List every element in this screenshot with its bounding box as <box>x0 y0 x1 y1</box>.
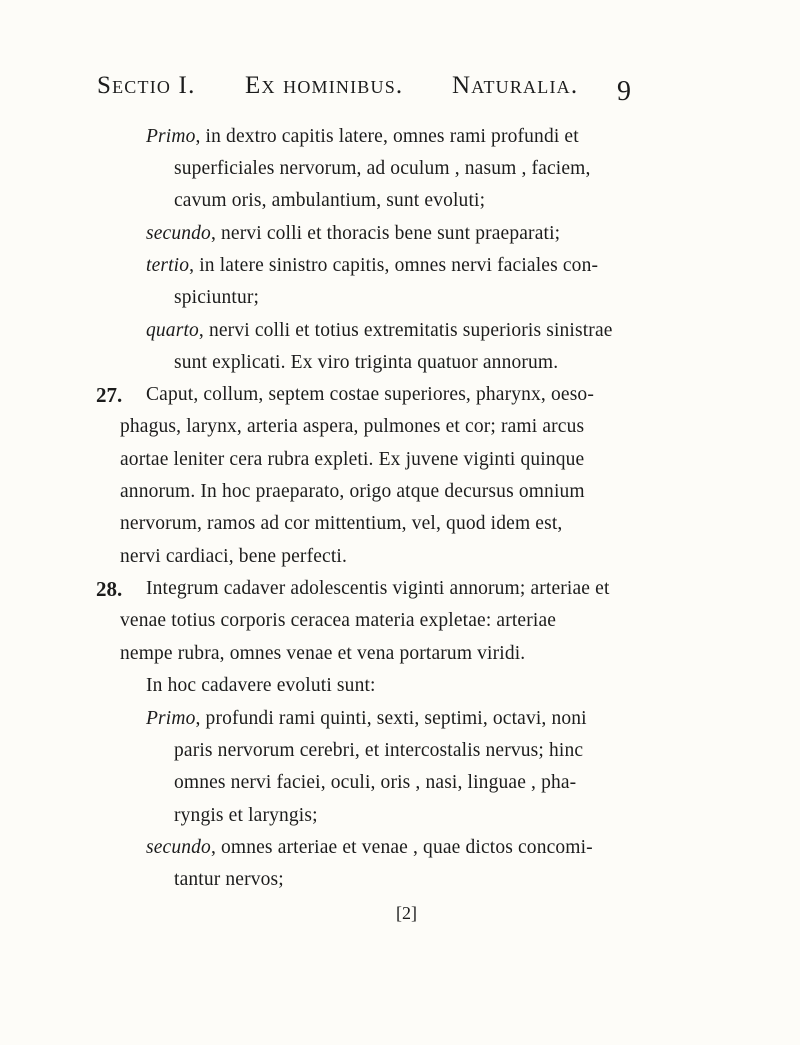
enumeration-label: secundo <box>146 223 211 244</box>
text-line: annorum. In hoc praeparato, origo atque decursus omnium <box>120 481 585 502</box>
enumeration-label: quarto <box>146 320 199 341</box>
text-line: aortae leniter cera rubra expleti. Ex juvene viginti quinque <box>120 449 585 470</box>
line-text: , nervi colli et thoracis bene sunt praeparati; <box>210 223 561 244</box>
enumeration-label: secundo <box>146 837 211 858</box>
entry-number: 27. <box>96 383 123 407</box>
enumeration-label: tertio <box>146 255 190 276</box>
text-line <box>146 253 598 279</box>
text-line: omnes nervi faciei, oculi, oris , nasi, linguae , pha- <box>174 772 577 793</box>
text-line: nervi cardiaci, bene perfecti. <box>120 546 347 567</box>
text-line: phagus, larynx, arteria aspera, pulmones et cor; rami arcus <box>120 416 585 437</box>
text-line <box>146 124 579 150</box>
text-line: cavum oris, ambulantium, sunt evoluti; <box>174 190 486 211</box>
text-line: spiciuntur; <box>174 287 260 308</box>
entry-number: 28. <box>96 577 123 601</box>
text-line: sunt explicati. Ex viro triginta quatuor annorum. <box>174 352 559 373</box>
source-title: Ex hominibus. <box>245 72 404 99</box>
text-line <box>146 318 613 344</box>
enumeration-label: Primo <box>146 708 196 729</box>
line-text: , in latere sinistro capitis, omnes nervi faciales con- <box>189 255 599 276</box>
text-line: venae totius corporis ceracea materia expletae: arteriae <box>120 610 557 631</box>
page-number: 9 <box>617 76 633 107</box>
category-title: Naturalia. <box>452 72 579 99</box>
text-line: nervorum, ramos ad cor mittentium, vel, quod idem est, <box>120 513 563 534</box>
text-line: nempe rubra, omnes venae et vena portarum viridi. <box>120 643 526 664</box>
text-line: tantur nervos; <box>174 869 284 890</box>
text-line <box>146 706 587 732</box>
line-text: , profundi rami quinti, sexti, septimi, octavi, noni <box>195 708 587 729</box>
text-line: ryngis et laryngis; <box>174 805 318 826</box>
text-line: superficiales nervorum, ad oculum , nasum , faciem, <box>174 158 591 179</box>
line-text: , omnes arteriae et venae , quae dictos concomi- <box>210 837 593 858</box>
text-line <box>146 835 593 861</box>
signature-mark: [2] <box>396 903 417 923</box>
text-line: paris nervorum cerebri, et intercostalis nervus; hinc <box>174 740 584 761</box>
running-header <box>97 72 657 112</box>
text-line: Integrum cadaver adolescentis viginti annorum; arteriae et <box>146 578 610 599</box>
enumeration-label: Primo <box>146 126 196 147</box>
section-title: Sectio I. <box>97 72 196 99</box>
line-text: , nervi colli et totius extremitatis superioris sinistrae <box>198 320 613 341</box>
text-line <box>146 221 560 247</box>
text-line: In hoc cadavere evoluti sunt: <box>146 675 376 696</box>
line-text: , in dextro capitis latere, omnes rami profundi et <box>195 126 579 147</box>
text-line: Caput, collum, septem costae superiores, pharynx, oeso- <box>146 384 594 405</box>
